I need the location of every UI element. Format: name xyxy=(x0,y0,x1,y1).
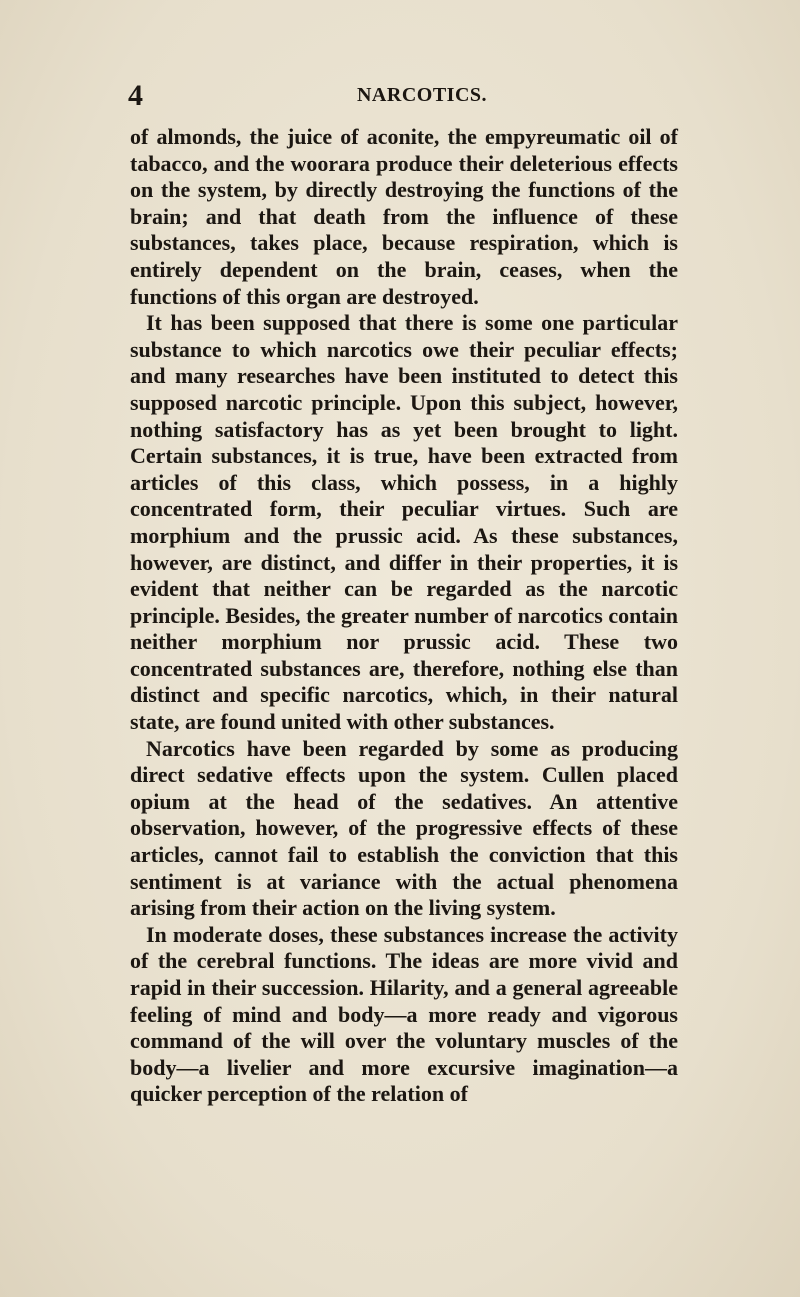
paragraph-2: It has been supposed that there is some one particular substance to which narcotics owe their peculiar effects; and many researches have been instituted to detect this supposed narcotic principle. Upon this subject, however, nothing satisfactory has as yet been brought to light. Certain substances, it is true, have been extracted from articles of this class, which possess, in a highly concentrated form, their peculiar virtues. Such are morphium and the prussic acid. As these substances, however, are distinct, and differ in their properties, it is evident that neither can be regarded as the narcotic principle. Besides, the greater number of narcotics contain neither morphium nor prussic acid. These two concentrated substances are, therefore, nothing else than distinct and specific narcotics, which, in their natural state, are found united with other substances. xyxy=(130,310,678,735)
running-title: NARCOTICS. xyxy=(356,84,488,106)
running-head xyxy=(128,78,680,114)
paragraph-1: of almonds, the juice of aconite, the empyreumatic oil of tabacco, and the woorara produce their deleterious effects on the system, by directly destroying the functions of the brain; and that death from the influence of these substances, takes place, because respiration, which is entirely dependent on the brain, ceases, when the functions of this organ are destroyed. xyxy=(130,124,678,309)
page-number: 4 xyxy=(128,79,143,112)
paragraph-4: In moderate doses, these substances increase the activity of the cerebral functions. The ideas are more vivid and rapid in their succession. Hilarity, and a general agreeable feeling of mind and body—a more ready and vigorous command of the will over the voluntary muscles of the body—a livelier and more excursive imagination—a quicker perception of the relation of xyxy=(130,921,678,1107)
paragraph-3: Narcotics have been regarded by some as producing direct sedative effects upon the system. Cullen placed opium at the head of the sedatives. An attentive observation, however, of the progressive effects of these articles, cannot fail to establish the conviction that this sentiment is at variance with the actual phenomena arising from their action on the living system. xyxy=(130,735,678,921)
body-text xyxy=(130,124,678,1108)
